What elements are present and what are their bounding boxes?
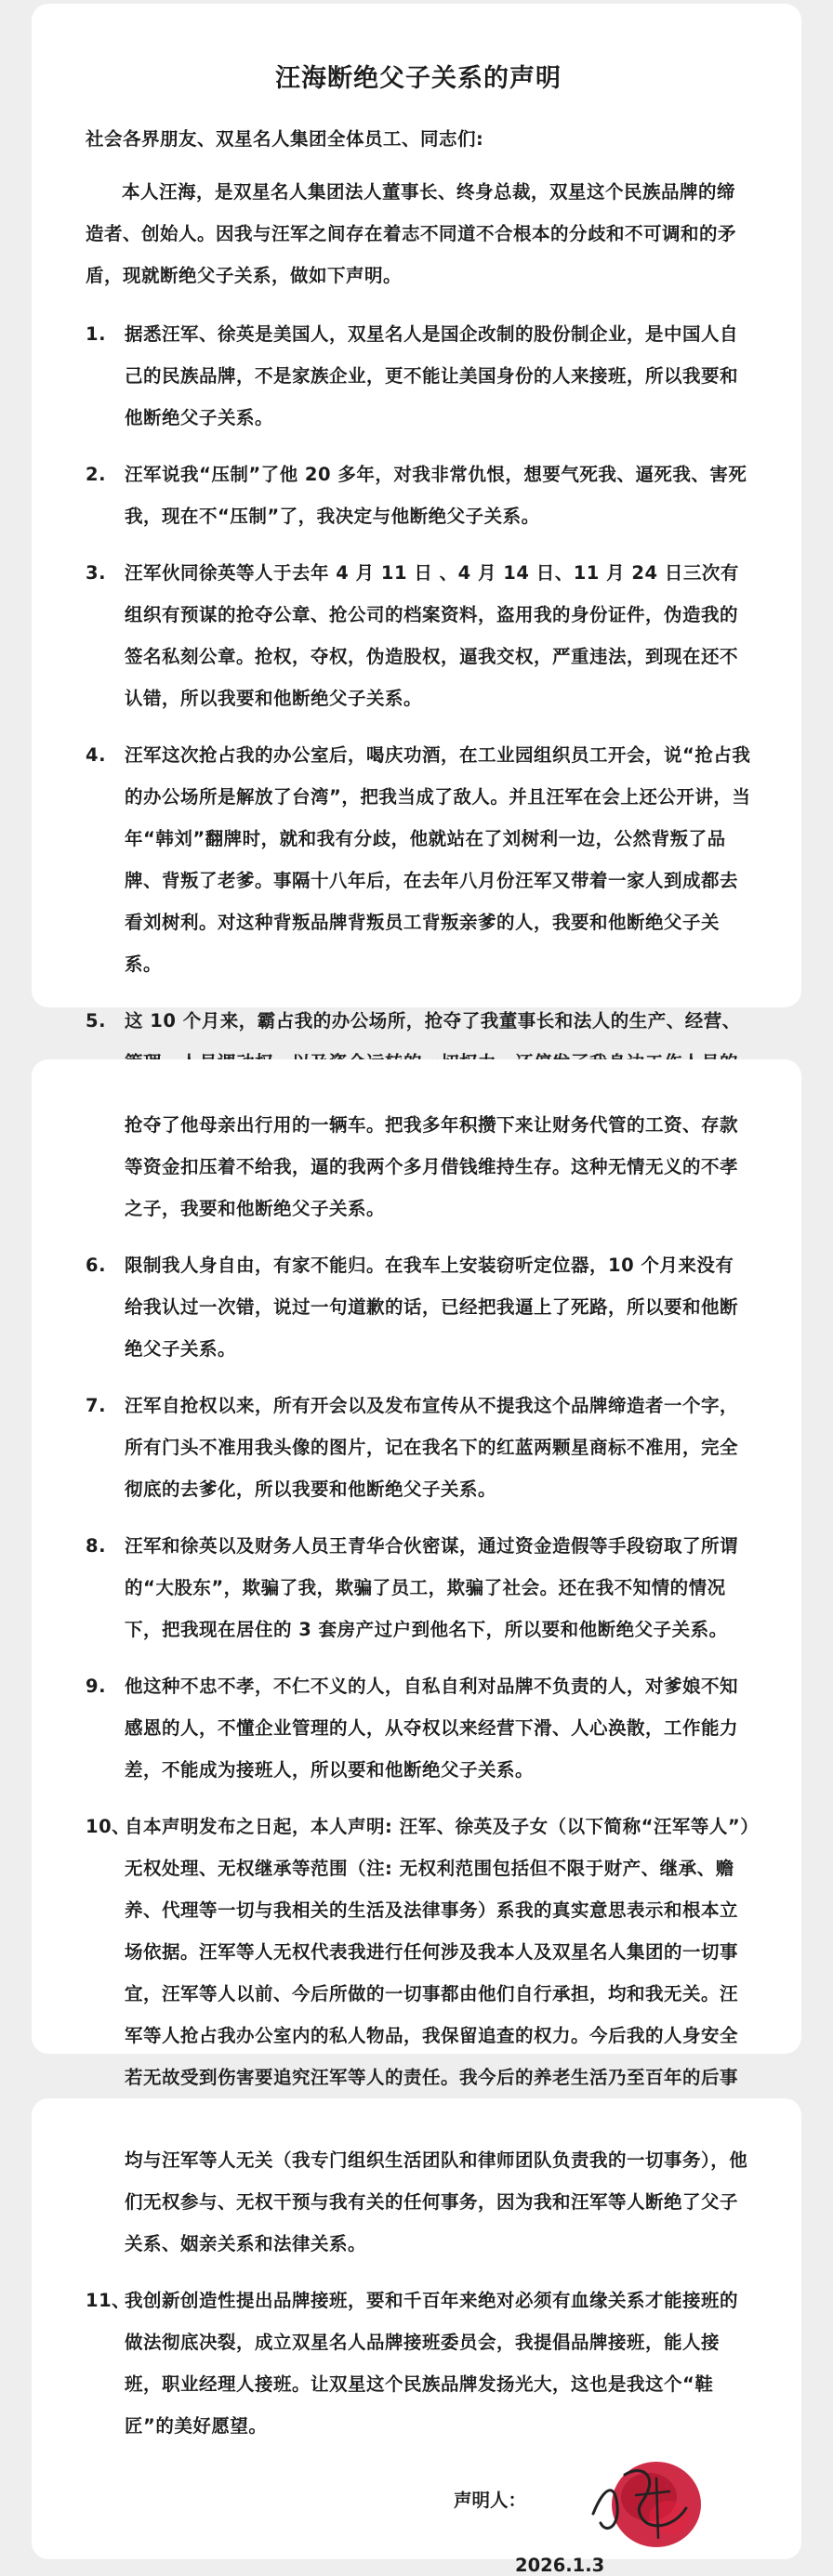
clause-text: 汪军自抢权以来，所有开会以及发布宣传从不提我这个品牌缔造者一个字，所有门头不准用我头像的图片，记在我名下的红蓝两颗星商标不准用，完全彻底的去爹化，所以我要和他断绝父子关系。 bbox=[125, 1395, 739, 1500]
clause-10 bbox=[86, 1806, 751, 2098]
clause-text: 汪军和徐英以及财务人员王青华合伙密谋，通过资金造假等手段窃取了所谓的“大股东”，欺骗了我，欺骗了员工，欺骗了社会。还在我不知情的情况下，把我现在居住的 3 套房产过户到他名下，所以要和他断绝父子关系。 bbox=[125, 1535, 739, 1640]
page-section-2 bbox=[32, 1059, 801, 2088]
clause-number: 10、 bbox=[86, 1816, 131, 1837]
signature-block bbox=[86, 2462, 751, 2576]
clause-text: 汪军伙同徐英等人于去年 4 月 11 日 、4 月 14 日、11 月 24 日三次有组织有预谋的抢夺公章、抢公司的档案资料，盗用我的身份证件，伪造我的签名私刻公章。抢权，夺权，伪造股权，逼我交权，严重违法，到现在还不认错，所以我要和他断绝父子关系。 bbox=[125, 562, 739, 709]
clause-text: 汪军说我“压制”了他 20 多年，对我非常仇恨，想要气死我、逼死我、害死我，现在不“压制”了，我决定与他断绝父子关系。 bbox=[125, 464, 747, 527]
document-title: 汪海断绝父子关系的声明 bbox=[275, 64, 562, 93]
clause-number: 9. bbox=[86, 1676, 106, 1697]
clause-text: 我创新创造性提出品牌接班，要和千百年来绝对必须有血缘关系才能接班的做法彻底决裂，成立双星名人品牌接班委员会，我提倡品牌接班，能人接班，职业经理人接班。让双星这个民族品牌发扬光大，这也是我这个“鞋匠”的美好愿望。 bbox=[125, 2290, 739, 2437]
clause-1 bbox=[86, 313, 751, 439]
clause-2 bbox=[86, 453, 751, 537]
clause-4 bbox=[86, 734, 751, 985]
clause-number: 5. bbox=[86, 1010, 106, 1032]
clause-number: 7. bbox=[86, 1395, 106, 1416]
signature-label: 声明人： bbox=[454, 2490, 527, 2511]
clause-text: 他这种不忠不孝，不仁不义的人，自私自利对品牌不负责的人，对爹娘不知感恩的人，不懂企业管理的人，从夺权以来经营下滑、人心涣散，工作能力差，不能成为接班人，所以要和他断绝父子关系。 bbox=[125, 1676, 739, 1781]
clause-number: 4. bbox=[86, 744, 106, 766]
clause-number: 3. bbox=[86, 562, 106, 584]
clause-8 bbox=[86, 1525, 751, 1650]
clause-text: 汪军这次抢占我的办公室后，喝庆功酒，在工业园组织员工开会，说“抢占我的办公场所是解放了台湾”，把我当成了敌人。并且汪军在会上还公开讲，当年“韩刘”翻牌时，就和我有分歧，他就站在了刘树利一边，公然背叛了品牌、背叛了老爹。事隔十八年后，在去年八月份汪军又带着一家人到成都去看刘树利。对这种背叛品牌背叛员工背叛亲爹的人，我要和他断绝父子关系。 bbox=[125, 744, 751, 975]
intro-paragraph: 本人汪海，是双星名人集团法人董事长、终身总裁，双星这个民族品牌的缔造者、创始人。因我与汪军之间存在着志不同道不合根本的分歧和不可调和的矛盾，现就断绝父子关系，做如下声明。 bbox=[86, 181, 737, 286]
clause-text: 据悉汪军、徐英是美国人，双星名人是国企改制的股份制企业，是中国人自己的民族品牌，不是家族企业，更不能让美国身份的人来接班，所以我要和他断绝父子关系。 bbox=[125, 323, 739, 428]
clause-text: 自本声明发布之日起，本人声明: 汪军、徐英及子女（以下简称“汪军等人”）无权处理、无权继承等范围（注: 无权利范围包括但不限于财产、继承、赡养、代理等一切与我相关的生活及法律事务）系我的真实意思表示和根本立场依据。汪军等人无权代表我进行任何涉及我本人及双星名人集团的一切事宜，汪军等人以前、今后所做的一切事都由他们自行承担，均和我无关。汪军等人抢占我办公室内的私人物品，我保留追查的权力。今后我的人身安全若无故受到伤害要追究汪军等人的责任。我今后的养老生活乃至百年的后事 bbox=[125, 1816, 750, 2088]
clause-3 bbox=[86, 552, 751, 719]
signature-seal-icon bbox=[584, 2449, 707, 2560]
clause-number: 1. bbox=[86, 323, 106, 345]
salutation: 社会各界朋友、双星名人集团全体员工、同志们: bbox=[86, 128, 484, 150]
clause-9 bbox=[86, 1665, 751, 1791]
page-section-1 bbox=[32, 4, 801, 1032]
clause-10-continued: 均与汪军等人无关（我专门组织生活团队和律师团队负责我的一切事务），他们无权参与、无权干预与我有关的任何事务，因为我和汪军等人断绝了父子关系、姻亲关系和法律关系。 bbox=[125, 2149, 748, 2254]
clause-text: 限制我人身自由，有家不能归。在我车上安装窃听定位器，10 个月来没有给我认过一次错，说过一句道歉的话，已经把我逼上了死路，所以要和他断绝父子关系。 bbox=[125, 1255, 739, 1360]
clause-number: 2. bbox=[86, 464, 106, 485]
declaration-date: 2026.1.3 bbox=[515, 2555, 605, 2576]
clause-5-continued: 抢夺了他母亲出行用的一辆车。把我多年积攒下来让财务代管的工资、存款等资金扣压着不给我，逼的我两个多月借钱维持生存。这种无情无义的不孝之子，我要和他断绝父子关系。 bbox=[125, 1114, 739, 1219]
clause-text: 这 10 个月来，霸占我的办公场所，抢夺了我董事长和法人的生产、经营、 bbox=[125, 1010, 741, 1032]
clause-number: 8. bbox=[86, 1535, 106, 1557]
clause-11 bbox=[86, 2280, 751, 2447]
clause-number: 11、 bbox=[86, 2290, 131, 2311]
clause-7 bbox=[86, 1385, 751, 1510]
clause-number: 6. bbox=[86, 1255, 106, 1276]
clause-6 bbox=[86, 1244, 751, 1370]
page-section-3 bbox=[32, 2098, 801, 2576]
